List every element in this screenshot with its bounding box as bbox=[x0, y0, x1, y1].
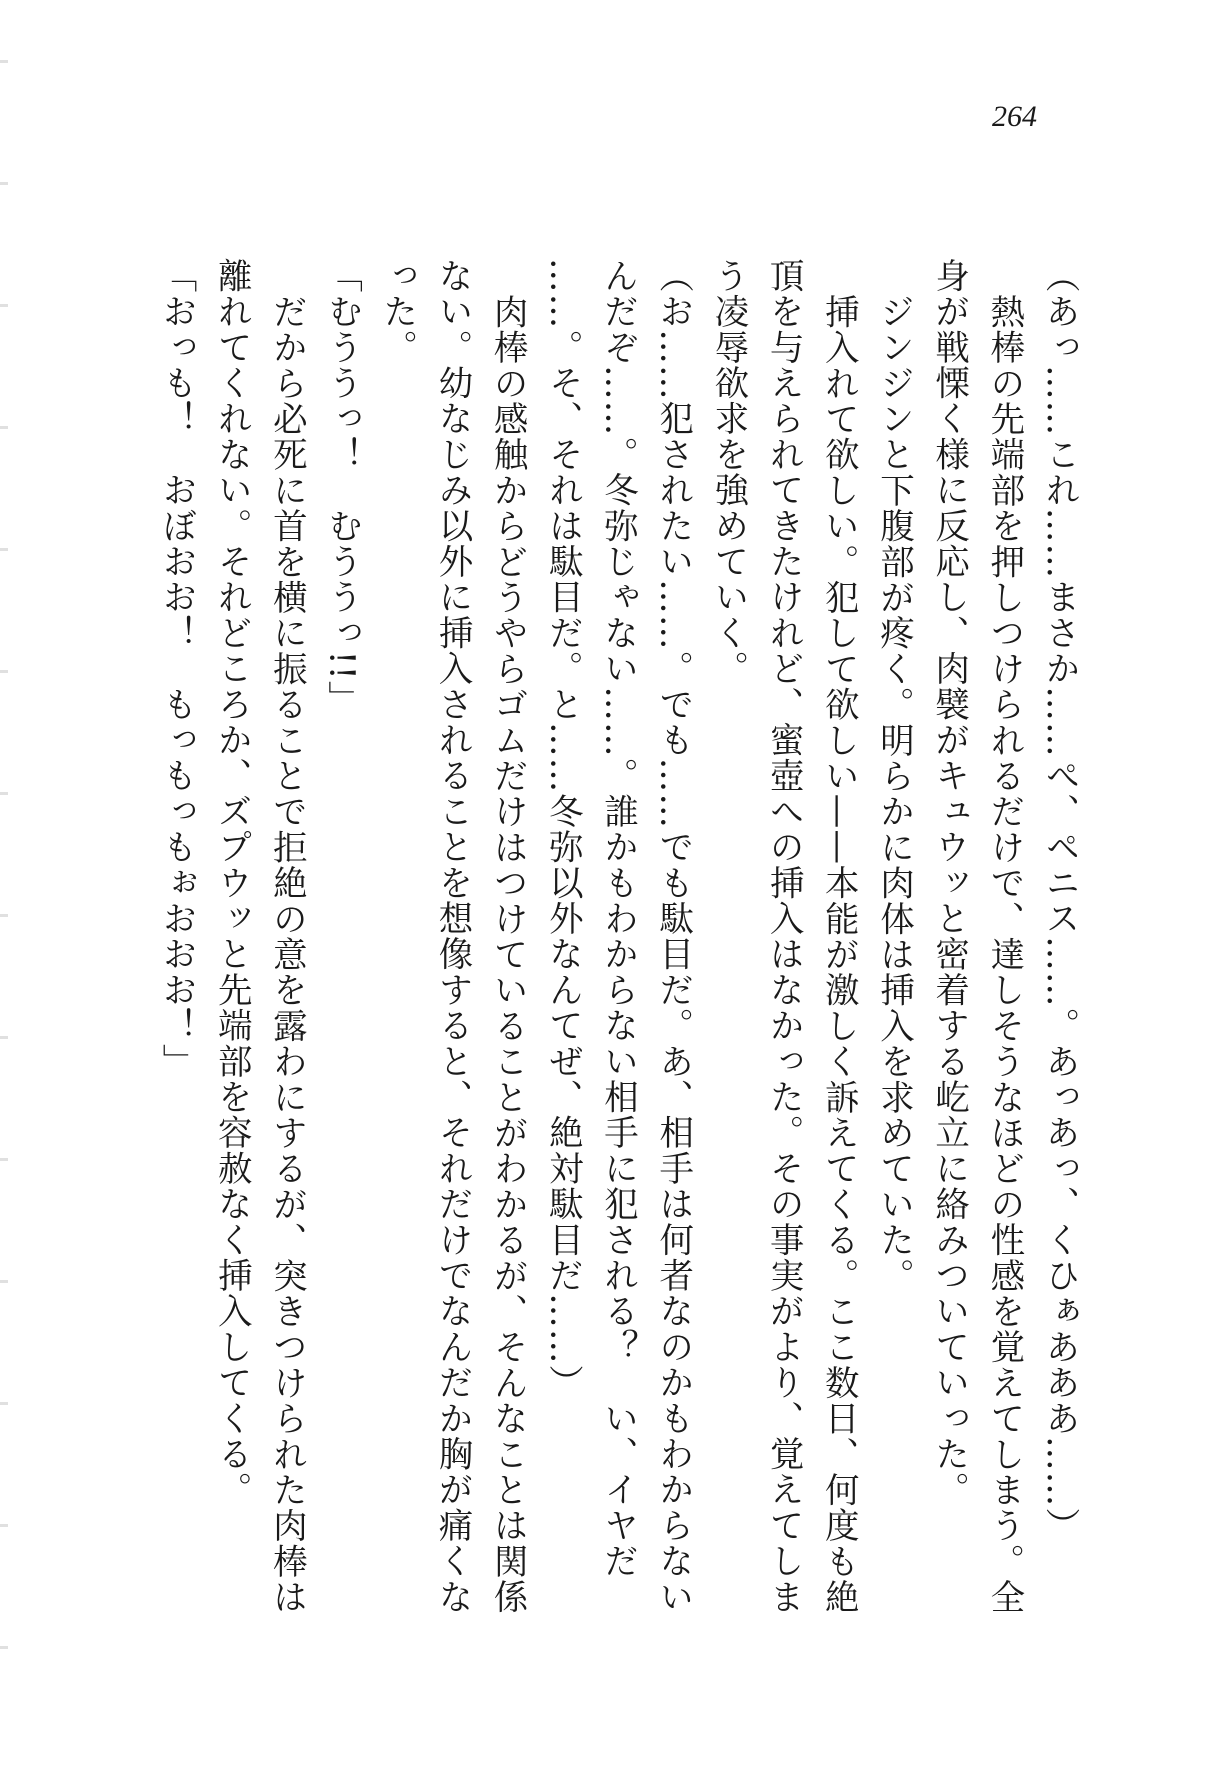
text-line: 挿入れて欲しい。犯して欲しい——本能が激しく訴えてくる。ここ数日、何度も絶 bbox=[818, 294, 859, 1615]
text-line: ジンジンと下腹部が疼く。明らかに肉体は挿入を求めていた。 bbox=[873, 294, 914, 1294]
text-line: （お……犯されたい……。でも……でも駄目だ。あ、相手は何者なのかもわからない bbox=[652, 258, 693, 1615]
text-line: んだぞ……。冬弥じゃない……。誰かもわからない相手に犯される？ い、イヤだ bbox=[597, 258, 638, 1579]
text-line: 頂を与えられてきたけれど、蜜壺への挿入はなかった。その事実がより、覚えてしま bbox=[763, 258, 804, 1615]
text-line: 「むううっ！ むううっ!!」 bbox=[321, 258, 362, 717]
text-line: （あっ……これ……まさか……ぺ、ペニス……。あっあっ、くひぁあああ……） bbox=[1039, 258, 1079, 1544]
text-line: だから必死に首を横に振ることで拒絶の意を露わにするが、突きつけられた肉棒は bbox=[266, 294, 307, 1615]
text-line: ない。幼なじみ以外に挿入されることを想像すると、それだけでなんだか胸が痛くな bbox=[431, 258, 472, 1615]
text-line: う凌辱欲求を強めていく。 bbox=[707, 258, 748, 687]
text-line: 熱棒の先端部を押しつけられるだけで、達しそうなほどの性感を覚えてしまう。全 bbox=[983, 294, 1024, 1615]
text-line: った。 bbox=[376, 258, 417, 366]
page-number: 264 bbox=[992, 100, 1037, 133]
body-text bbox=[148, 258, 1086, 1638]
text-line: 肉棒の感触からどうやらゴムだけはつけていることがわかるが、そんなことは関係 bbox=[487, 294, 528, 1615]
text-line: 身が戦慄く様に反応し、肉襞がキュウッと密着する屹立に絡みついていった。 bbox=[928, 258, 969, 1508]
scan-edge-marks bbox=[0, 0, 8, 1765]
text-line: 離れてくれない。それどころか、ズプウッと先端部を容赦なく挿入してくる。 bbox=[211, 258, 252, 1508]
text-line: 「おっも！ おぼおお！ もっもっもぉおおお！」 bbox=[156, 258, 196, 1080]
text-line: ……。そ、それは駄目だ。と……冬弥以外なんてぜ、絶対駄目だ……） bbox=[542, 258, 583, 1401]
